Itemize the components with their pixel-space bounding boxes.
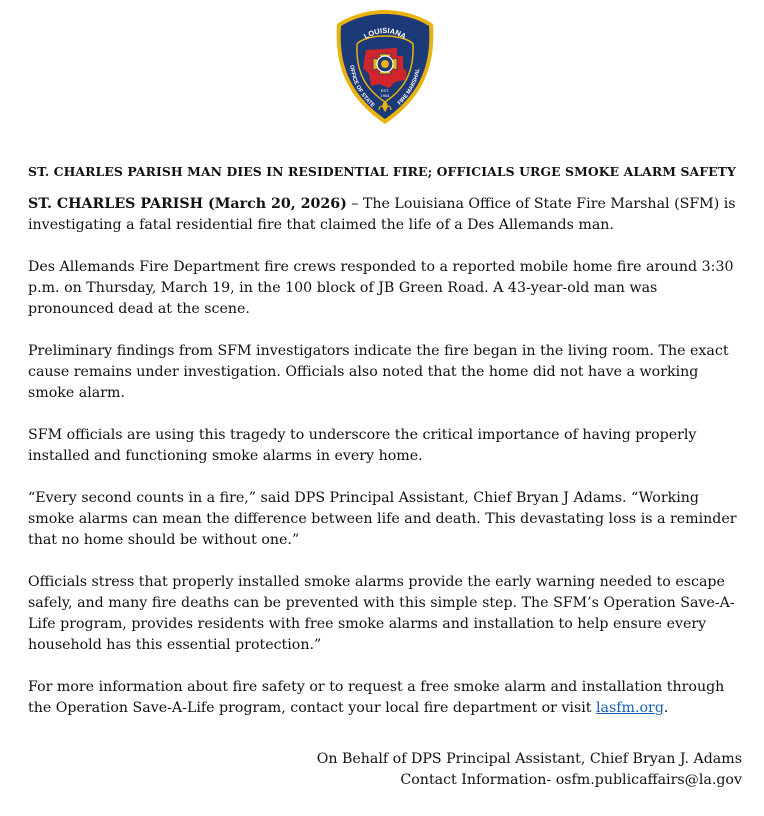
paragraph-importance: SFM officials are using this tragedy to underscore the critical importance of having properly installed and functioning smoke alarms in every home.	[28, 427, 697, 464]
paragraph-response: Des Allemands Fire Department fire crews responded to a reported mobile home fire around 3:30 p.m. on Thursday, March 19, in the 100 block of JB Green Road. A 43-year-old man was pronounced dead at the scene.	[28, 259, 734, 317]
seal-right-text: FIRE MARSHAL	[396, 67, 422, 107]
seal-graphic	[333, 8, 437, 126]
seal-year-text: 1904	[380, 93, 390, 98]
paragraph-quote: “Every second counts in a fire,” said DPS Principal Assistant, Chief Bryan J Adams. “Working smoke alarms can mean the difference between life and death. This devastating loss is a reminder that no home should be without one.”	[28, 490, 737, 548]
signature-contact: Contact Information- osfm.publicaffairs@la.gov	[400, 772, 742, 788]
more-info-end: .	[663, 700, 669, 716]
paragraph-findings: Preliminary findings from SFM investigators indicate the fire began in the living room. The exact cause remains under investigation. Officials also noted that the home did not have a working smoke alarm.	[28, 343, 729, 401]
intro-text: – The Louisiana Office of State Fire Marshal (SFM) is investigating a fatal residential fire that claimed the life of a Des Allemands man.	[28, 196, 736, 233]
fire-marshal-seal	[333, 8, 437, 126]
paragraph-intro	[28, 194, 744, 236]
seal-top-text: LOUISIANA	[362, 25, 408, 41]
paragraph-program: Officials stress that properly installed smoke alarms provide the early warning needed to escape safely, and many fire deaths can be prevented with this simple step. The SFM’s Operation Save-A-Life program, provides residents with free smoke alarms and installation to help ensure every household has this essential protection.”	[28, 574, 735, 653]
seal-est-text: EST.	[380, 88, 390, 93]
more-info-text: For more information about fire safety or to request a free smoke alarm and installation through the Operation Save-A-Life program, contact your local fire department or visit	[28, 679, 725, 716]
paragraph-more-info	[28, 677, 744, 719]
dateline: ST. CHARLES PARISH (March 20, 2026)	[28, 196, 347, 212]
lasfm-link[interactable]: lasfm.org	[596, 700, 664, 716]
article-body	[28, 194, 744, 719]
seal-left-text: OFFICE OF STATE	[348, 64, 376, 109]
signature-block	[317, 749, 742, 791]
signature-on-behalf: On Behalf of DPS Principal Assistant, Chief Bryan J. Adams	[316, 751, 742, 767]
headline: ST. CHARLES PARISH MAN DIES IN RESIDENTIAL FIRE; OFFICIALS URGE SMOKE ALARM SAFETY	[28, 164, 736, 179]
